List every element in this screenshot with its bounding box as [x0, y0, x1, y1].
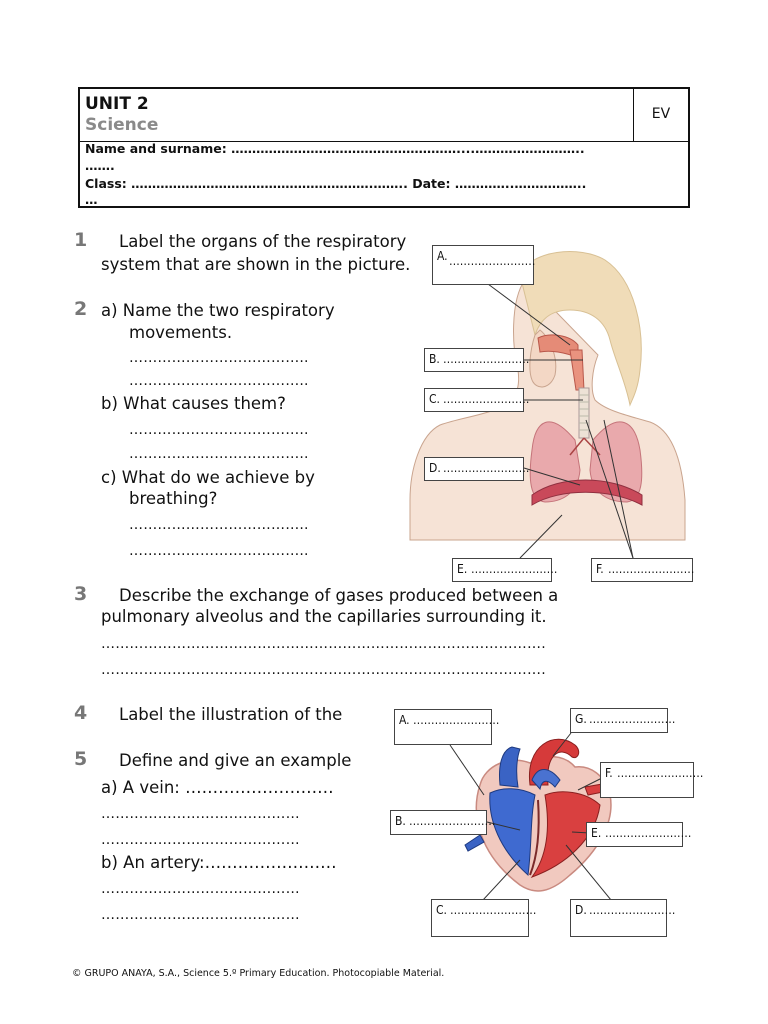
heart-label-box-e[interactable]: [586, 822, 692, 847]
q5a-answer-line1[interactable]: ……………………………………: [101, 806, 300, 822]
resp-label-e: E.: [457, 562, 468, 576]
heart-label-box-c[interactable]: [431, 899, 537, 937]
unit-title: UNIT 2: [85, 94, 149, 114]
q3-text-line1: Describe the exchange of gases produced between a: [119, 586, 559, 605]
resp-label-b: B.: [429, 352, 440, 366]
heart-label-box-b[interactable]: [390, 810, 496, 835]
q2b-answer-line2[interactable]: ………………………………..: [129, 446, 309, 462]
q5b-text[interactable]: b) An artery:……………………: [101, 853, 337, 872]
question-number-4: 4: [74, 702, 88, 724]
heart-label-g: G.: [575, 712, 587, 726]
resp-label-e-fill: ……………………: [471, 562, 558, 576]
q2a-answer-line2[interactable]: ………………………………..: [129, 373, 309, 389]
heart-label-e: E.: [591, 826, 602, 840]
heart-label-f: F.: [605, 766, 613, 780]
heart-label-box-g[interactable]: [570, 708, 676, 733]
resp-label-c: C.: [429, 392, 440, 406]
name-surname-field[interactable]: Name and surname: ………………………………………………....……………………..: [85, 141, 585, 156]
subject-title: Science: [85, 115, 159, 135]
q2c-answer-line2[interactable]: ………………………………..: [129, 543, 309, 559]
resp-label-c-fill: ……………………: [443, 392, 530, 406]
resp-label-a: A.: [437, 249, 448, 263]
heart-label-a-fill: ……………………: [413, 713, 500, 727]
q2b-text: b) What causes them?: [101, 394, 286, 413]
q5b-answer-line1[interactable]: ……………………………………: [101, 881, 300, 897]
question-number-2: 2: [74, 298, 88, 320]
resp-label-d-fill: ……………………: [443, 461, 530, 475]
class-date-field[interactable]: Class: ………………………………………………….…….. Date: …………..……………..: [85, 176, 587, 191]
heart-label-c-fill: ……………………: [450, 903, 537, 917]
heart-label-box-f[interactable]: [600, 762, 704, 798]
resp-label-f: F.: [596, 562, 604, 576]
q5b-answer-line2[interactable]: ……………………………………: [101, 907, 300, 923]
q3-text-line2: pulmonary alveolus and the capillaries surrounding it.: [101, 607, 547, 626]
class-date-field-cont: …: [85, 192, 98, 207]
heart-label-g-fill: ……………………: [589, 712, 676, 726]
code-label: EV: [651, 106, 671, 122]
q1-text-line2: system that are shown in the picture.: [101, 255, 411, 274]
q5a-text[interactable]: a) A vein: ………………………: [101, 778, 334, 797]
heart-label-box-a[interactable]: [394, 709, 500, 745]
q3-answer-line2[interactable]: ………………………………………………………………………………….: [101, 662, 546, 678]
q3-answer-line1[interactable]: ………………………………………………………………………………….: [101, 636, 546, 652]
q5a-answer-line2[interactable]: ……………………………………: [101, 832, 300, 848]
question-number-1: 1: [74, 229, 88, 251]
heart-label-c: C.: [436, 903, 447, 917]
heart-label-d: D.: [575, 903, 587, 917]
q4-text: Label the illustration of the: [119, 705, 343, 724]
heart-label-a: A.: [399, 713, 410, 727]
q1-text-line1: Label the organs of the respiratory: [119, 232, 407, 251]
resp-label-d: D.: [429, 461, 441, 475]
resp-label-a-fill: ……………………: [449, 254, 536, 268]
q2c-text-line1: c) What do we achieve by: [101, 468, 315, 487]
heart-label-e-fill: ……………………: [605, 826, 692, 840]
resp-label-f-fill: ……………………: [608, 562, 695, 576]
q5-text: Define and give an example: [119, 751, 352, 770]
q2b-answer-line1[interactable]: ………………………………..: [129, 422, 309, 438]
resp-label-b-fill: ……………………: [443, 352, 530, 366]
question-number-5: 5: [74, 748, 88, 770]
name-surname-field-cont: …….: [85, 158, 115, 173]
q2a-text-line2: movements.: [129, 323, 233, 342]
heart-label-b: B.: [395, 814, 406, 828]
heart-label-d-fill: ……………………: [589, 903, 676, 917]
heart-label-b-fill: ……………………: [409, 814, 496, 828]
q2a-answer-line1[interactable]: ………………………………..: [129, 350, 309, 366]
q2c-text-line2: breathing?: [129, 489, 218, 508]
q2a-text-line1: a) Name the two respiratory: [101, 301, 335, 320]
copyright-footer: © GRUPO ANAYA, S.A., Science 5.º Primary Education. Photocopiable Material.: [72, 968, 445, 979]
heart-label-f-fill: ……………………: [617, 766, 704, 780]
q2c-answer-line1[interactable]: ………………………………..: [129, 517, 309, 533]
heart-label-box-d[interactable]: [570, 899, 676, 937]
question-number-3: 3: [74, 583, 88, 605]
